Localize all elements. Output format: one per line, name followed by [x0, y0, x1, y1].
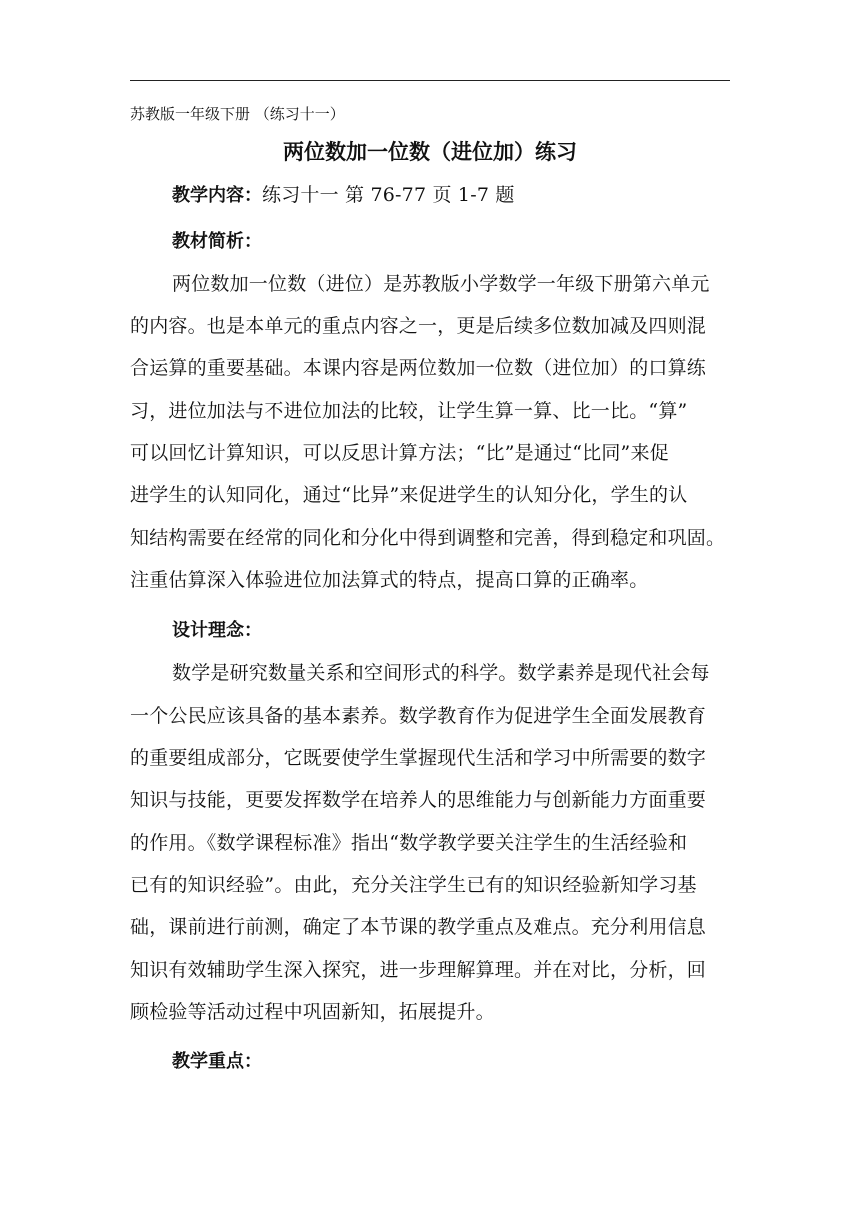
paragraph-line: 进学生的认知同化，通过“比异”来促进学生的认知分化，学生的认 [130, 484, 688, 506]
paragraph-line: 注重估算深入体验进位加法算式的特点，提高口算的正确率。 [130, 569, 649, 591]
paragraph-line: 顾检验等活动过程中巩固新知，拓展提升。 [130, 1001, 495, 1023]
paragraph-line: 已有的知识经验”。由此，充分关注学生已有的知识经验新知学习基 [130, 874, 697, 896]
header-rule [130, 80, 730, 81]
running-header: 苏教版一年级下册 （练习十一） [130, 105, 345, 123]
paragraph-line: 可以回忆计算知识，可以反思计算方法；“比”是通过“比同”来促 [130, 442, 669, 464]
paragraph-line: 知识与技能，更要发挥数学在培养人的思维能力与创新能力方面重要 [130, 789, 707, 811]
teaching-content-label: 教学内容： [172, 185, 262, 206]
paragraph-line: 两位数加一位数（进位）是苏教版小学数学一年级下册第六单元 [172, 273, 710, 295]
teaching-focus-heading: 教学重点： [172, 1051, 262, 1072]
paragraph-line: 知结构需要在经常的同化和分化中得到调整和完善，得到稳定和巩固。 [130, 527, 726, 549]
paragraph-line: 的作用。《数学课程标准》指出“数学教学要关注学生的生活经验和 [130, 832, 688, 854]
textbook-analysis-heading: 教材简析： [172, 231, 262, 252]
paragraph-line: 习，进位加法与不进位加法的比较，让学生算一算、比一比。“算” [130, 400, 688, 422]
paragraph-line: 知识有效辅助学生深入探究，进一步理解算理。并在对比，分析，回 [130, 959, 707, 981]
page-title: 两位数加一位数（进位加）练习 [283, 140, 577, 164]
paragraph-line: 的重要组成部分，它既要使学生掌握现代生活和学习中所需要的数字 [130, 747, 707, 769]
paragraph-line: 的内容。也是本单元的重点内容之一，更是后续多位数加减及四则混 [130, 315, 707, 337]
teaching-content-line [172, 181, 515, 210]
paragraph-line: 一个公民应该具备的基本素养。数学教育作为促进学生全面发展教育 [130, 705, 707, 727]
paragraph-line: 数学是研究数量关系和空间形式的科学。数学素养是现代社会每 [172, 662, 710, 684]
paragraph-line: 础，课前进行前测，确定了本节课的教学重点及难点。充分利用信息 [130, 916, 707, 938]
paragraph-line: 合运算的重要基础。本课内容是两位数加一位数（进位加）的口算练 [130, 357, 707, 379]
teaching-content-value: 练习十一 第 76-77 页 1-7 题 [262, 184, 515, 206]
design-concept-heading: 设计理念： [172, 620, 262, 641]
